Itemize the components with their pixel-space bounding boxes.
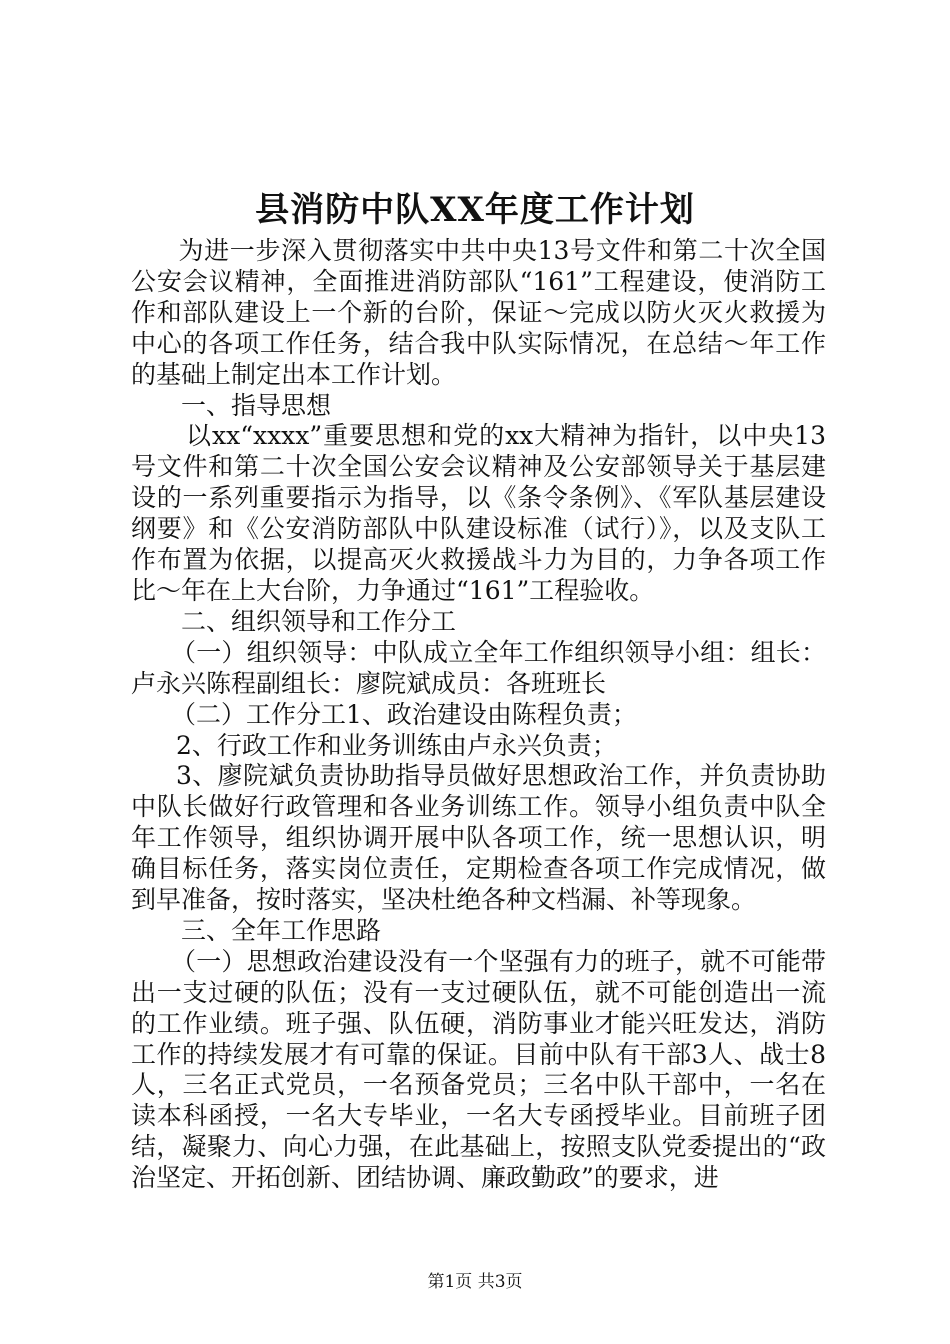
paragraph-work-division-3: 3、廖院斌负责协助指导员做好思想政治工作，并负责协助中队长做好行政管理和各业务训练工作。领导小组负责中队全年工作领导，组织协调开展中队各项工作，统一思想认识，明确目标任务，落实岗位责任，定期检查各项工作完成情况，做到早准备，按时落实，坚决杜绝各种文档漏、补等现象。	[131, 761, 826, 915]
document-title: 县消防中队XX年度工作计划	[255, 190, 695, 230]
paragraph-work-division-1: （二）工作分工1、政治建设由陈程负责；	[171, 699, 637, 729]
paragraph-organization-leadership: （一）组织领导：中队成立全年工作组织领导小组：组长：卢永兴陈程副组长：廖院斌成员：各班班长	[131, 637, 826, 698]
section-heading-guiding-ideology: 一、指导思想	[181, 390, 332, 420]
paragraph-guiding-ideology: 以xx“xxxx”重要思想和党的xx大精神为指针，以中央13号文件和第二十次全国公安会议精神及公安部领导关于基层建设的一系列重要指示为指导，以《条令条例》、《军队基层建设纲要》和《公安消防部队中队建设标准（试行）》，以及支队工作布置为依据，以提高灭火救援战斗力为目的，力争各项工作比～年在上大台阶，力争通过“161”工程验收。	[131, 421, 826, 605]
paragraph-intro: 为进一步深入贯彻落实中共中央13号文件和第二十次全国公安会议精神，全面推进消防部队“161”工程建设，使消防工作和部队建设上一个新的台阶，保证～完成以防火灭火救援为中心的各项工作任务，结合我中队实际情况，在总结～年工作的基础上制定出本工作计划。	[131, 236, 826, 389]
paragraph-work-division-2: 2、行政工作和业务训练由卢永兴负责；	[176, 730, 617, 760]
document-body	[131, 236, 826, 1194]
section-heading-organization: 二、组织领导和工作分工	[181, 606, 457, 636]
paragraph-political-construction: （一）思想政治建设没有一个坚强有力的班子，就不可能带出一支过硬的队伍；没有一支过硬队伍，就不可能创造出一流的工作业绩。班子强、队伍硬，消防事业才能兴旺发达，消防工作的持续发展才有可靠的保证。目前中队有干部3人、战士8人，三名正式党员，一名预备党员；三名中队干部中，一名在读本科函授，一名大专毕业，一名大专函授毕业。目前班子团结，凝聚力、向心力强，在此基础上，按照支队党委提出的“政治坚定、开拓创新、团结协调、廉政勤政”的要求，进	[131, 946, 826, 1193]
section-heading-work-ideas: 三、全年工作思路	[181, 915, 382, 945]
page-footer: 第1页 共3页	[427, 1272, 523, 1292]
